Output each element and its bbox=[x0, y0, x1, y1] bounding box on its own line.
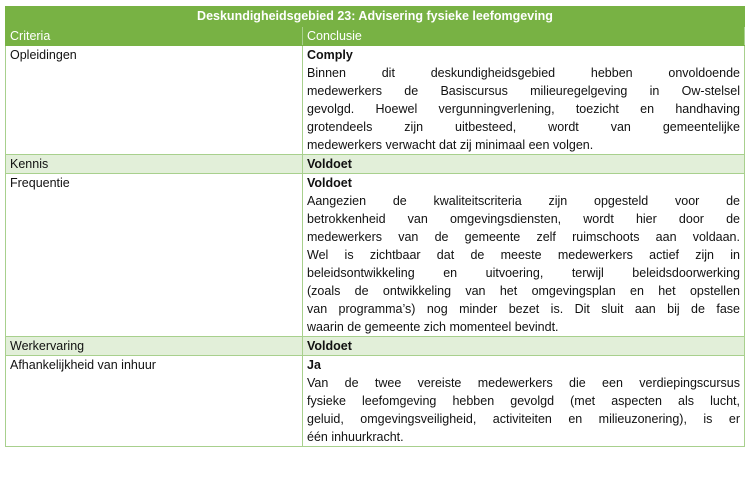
conclusie-text-line: Aangezien de kwaliteitscriteria zijn opgesteld voor de bbox=[307, 194, 740, 208]
criterium-cell: Opleidingen bbox=[6, 46, 303, 155]
conclusie-verdict: Comply bbox=[307, 48, 353, 62]
conclusie-text-line: Van de twee vereiste medewerkers die een verdiepingscursus bbox=[307, 376, 740, 390]
conclusie-cell bbox=[303, 46, 745, 155]
conclusie-verdict: Voldoet bbox=[307, 176, 352, 190]
criterium-cell: Werkervaring bbox=[6, 337, 303, 356]
table-row bbox=[6, 356, 745, 447]
criterium-cell: Kennis bbox=[6, 155, 303, 174]
conclusie-text-line: Binnen dit deskundigheidsgebied hebben onvoldoende bbox=[307, 66, 740, 80]
conclusie-text-line: fysieke leefomgeving hebben gevolgd (met aspecten als lucht, bbox=[307, 394, 740, 408]
conclusie-text-line: (zoals de ontwikkeling van het omgevingsplan en het opstellen bbox=[307, 284, 740, 298]
header-criteria: Criteria bbox=[6, 27, 303, 46]
conclusie-text-line: geluid, omgevingsveiligheid, activiteiten en milieuzonering), is er bbox=[307, 412, 740, 426]
conclusie-text-line: één inhuurkracht. bbox=[307, 430, 404, 444]
conclusie-verdict: Voldoet bbox=[307, 339, 352, 353]
header-conclusie: Conclusie bbox=[303, 27, 745, 46]
criterium-cell: Afhankelijkheid van inhuur bbox=[6, 356, 303, 447]
conclusie-cell bbox=[303, 356, 745, 447]
conclusie-text-line: Wel is zichtbaar dat de meeste medewerkers actief zijn in bbox=[307, 248, 740, 262]
conclusie-cell bbox=[303, 174, 745, 337]
conclusie-text-line: betrokkenheid van omgevingsdiensten, wordt hier door de bbox=[307, 212, 740, 226]
table-row bbox=[6, 155, 745, 174]
table-title: Deskundigheidsgebied 23: Advisering fysieke leefomgeving bbox=[6, 7, 745, 27]
criterium-cell: Frequentie bbox=[6, 174, 303, 337]
conclusie-text-line: beleidsontwikkeling en uitvoering, terwijl beleidsdoorwerking bbox=[307, 266, 740, 280]
conclusie-text-line: waarin de gemeente zich momenteel bevindt. bbox=[307, 320, 559, 334]
criteria-table bbox=[5, 6, 745, 447]
conclusie-text-line: medewerkers de Basiscursus milieuregelgeving in Ow-stelsel bbox=[307, 84, 740, 98]
table-row bbox=[6, 174, 745, 337]
conclusie-cell bbox=[303, 155, 745, 174]
conclusie-verdict: Ja bbox=[307, 358, 321, 372]
conclusie-verdict: Voldoet bbox=[307, 157, 352, 171]
conclusie-text-line: van programma’s) nog minder bezet is. Dit sluit aan bij de fase bbox=[307, 302, 740, 316]
table-row bbox=[6, 46, 745, 155]
conclusie-text-line: grotendeels zijn uitbesteed, wordt van gemeentelijke bbox=[307, 120, 740, 134]
table-row bbox=[6, 337, 745, 356]
conclusie-text-line: medewerkers verwacht dat zij minimaal een volgen. bbox=[307, 138, 594, 152]
conclusie-cell bbox=[303, 337, 745, 356]
conclusie-text-line: gevolgd. Hoewel vergunningverlening, toezicht en handhaving bbox=[307, 102, 740, 116]
conclusie-text-line: medewerkers van de gemeente zelf ruimschoots aan voldaan. bbox=[307, 230, 740, 244]
table-header-row bbox=[6, 27, 745, 46]
table-title-row bbox=[6, 7, 745, 27]
